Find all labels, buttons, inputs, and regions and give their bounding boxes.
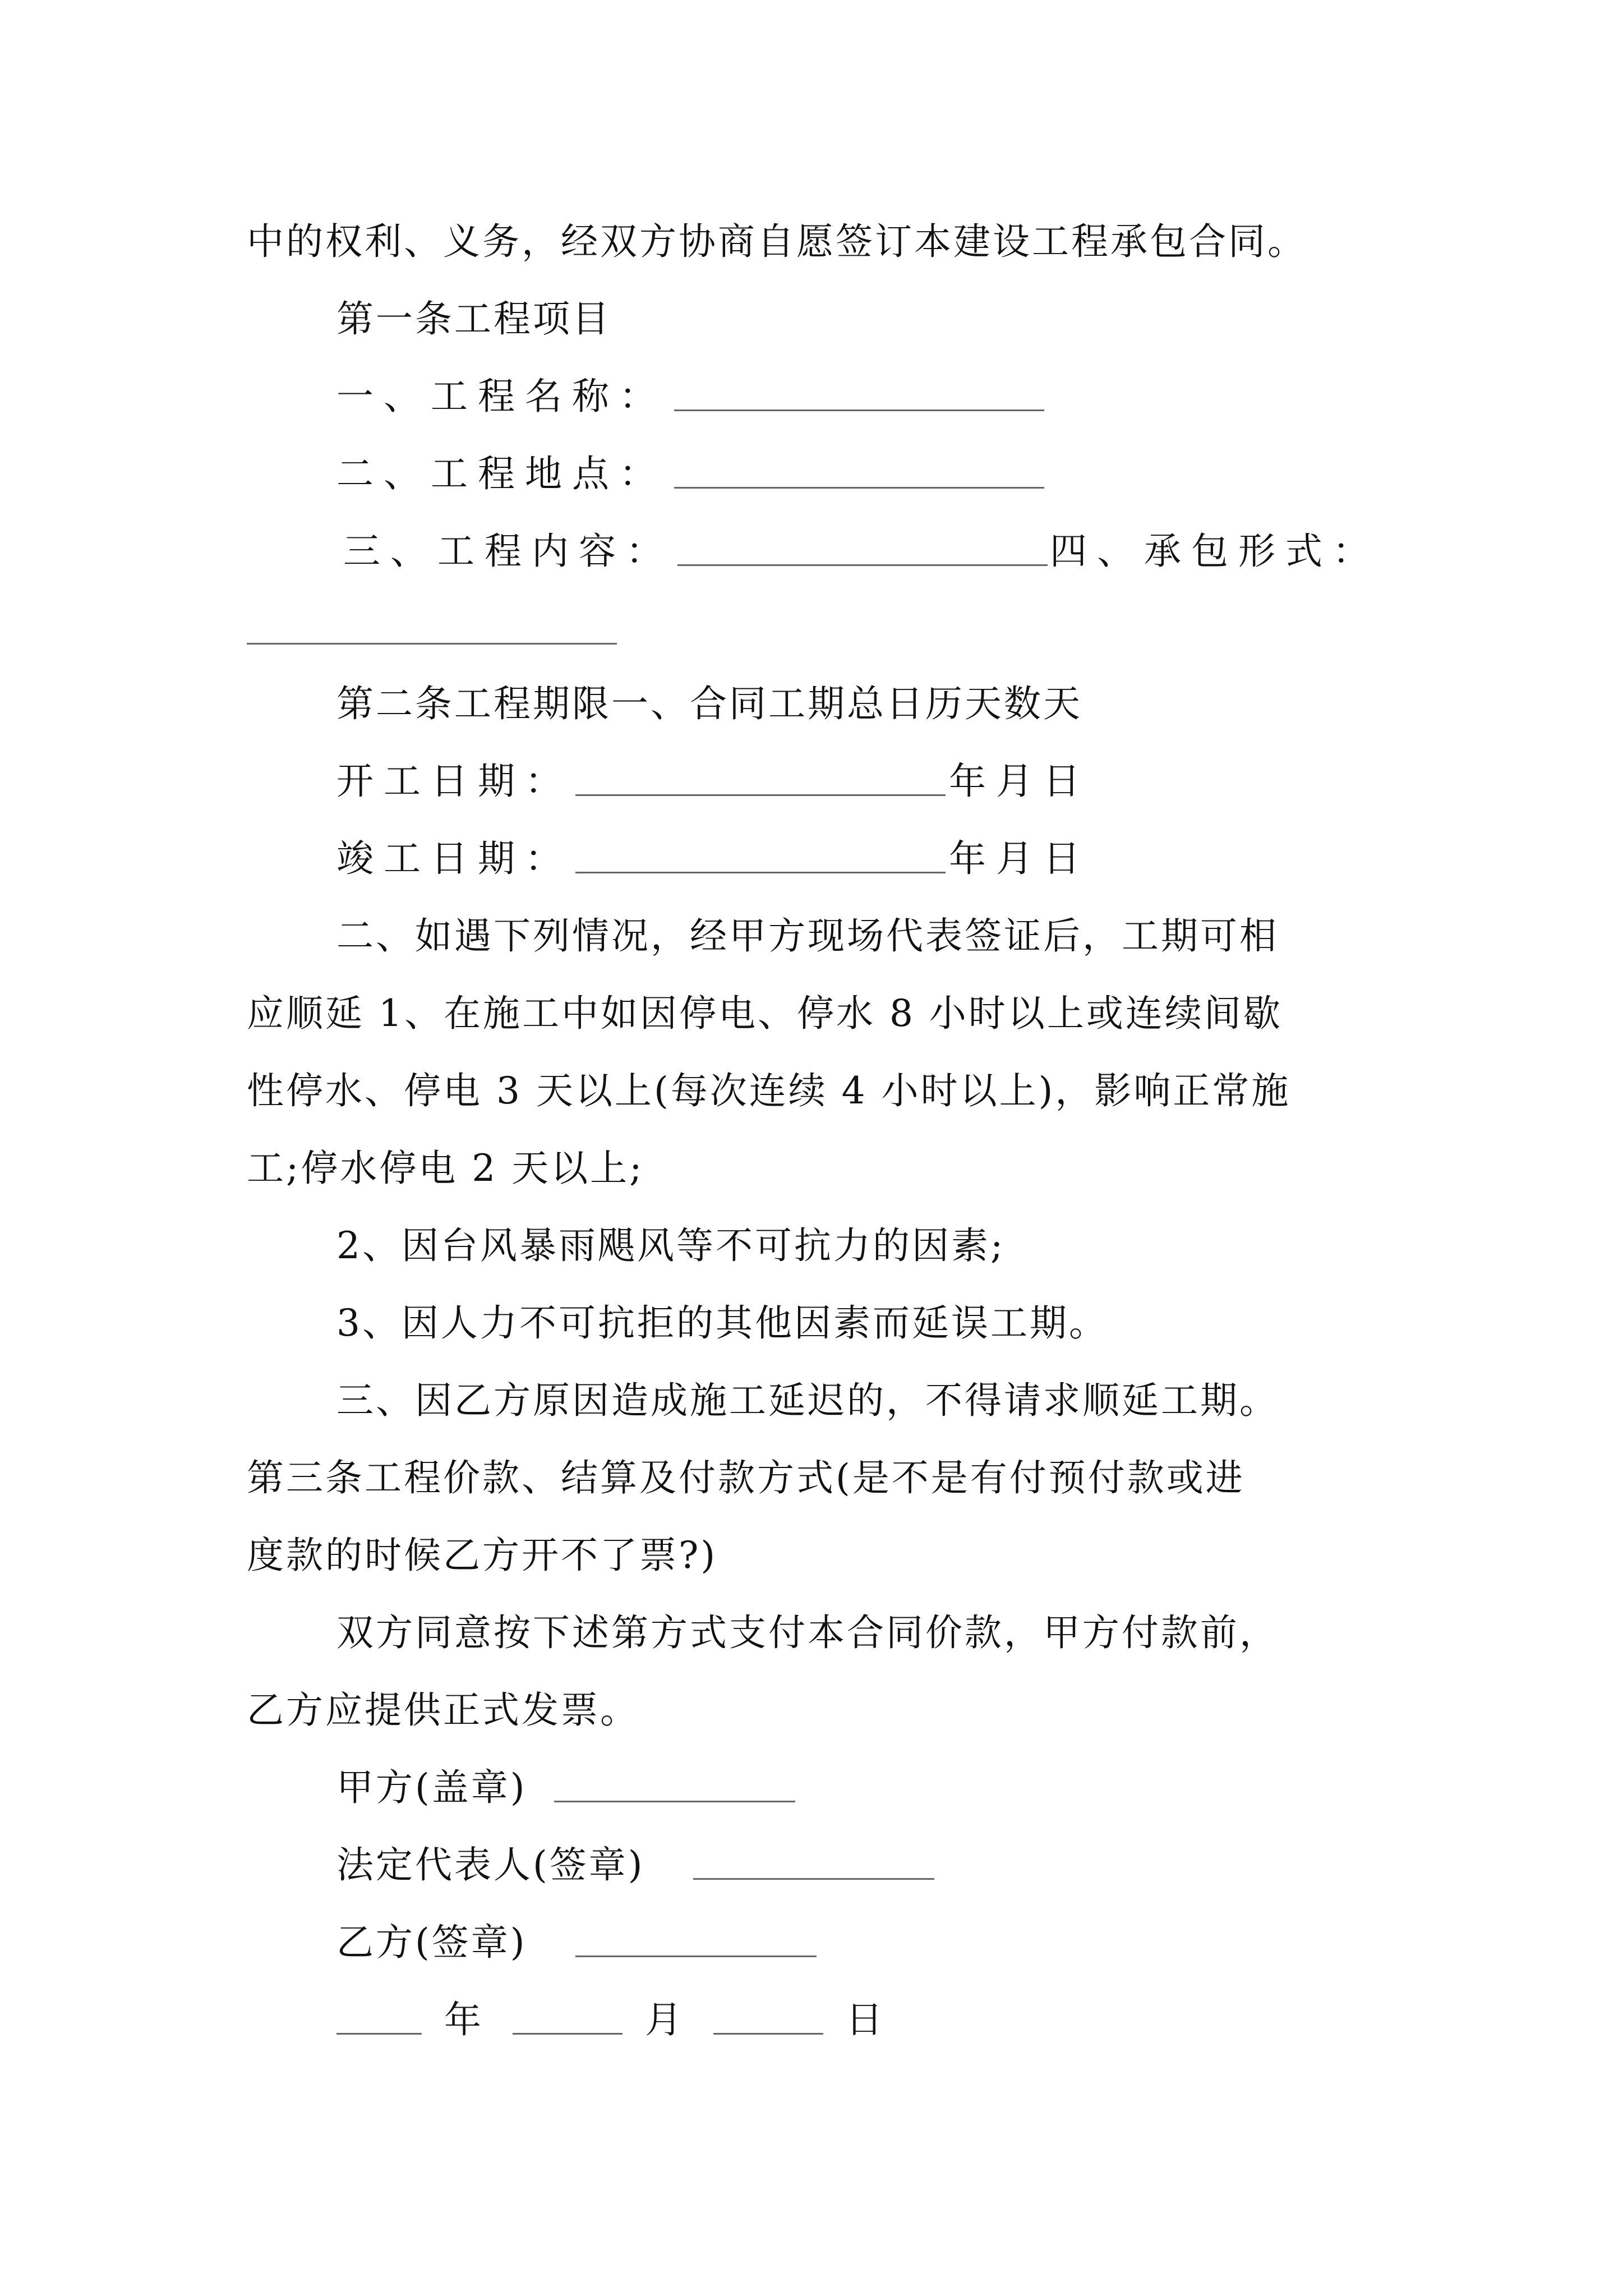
article-3-line-1: 第三条工程价款、结算及付款方式(是不是有付预付款或进 <box>247 1456 1245 1499</box>
project-name-label: 一、工程名称： <box>336 375 666 418</box>
legal-rep-row <box>336 1843 942 1887</box>
extension-line-4: 工;停水停电 2 天以上; <box>247 1147 644 1190</box>
signing-date-row <box>336 1998 885 2041</box>
extension-line-1: 二、如遇下列情况，经甲方现场代表签证后，工期可相 <box>336 914 1279 958</box>
party-a-signature-blank <box>554 1801 795 1802</box>
payment-line-2: 乙方应提供正式发票。 <box>247 1688 639 1732</box>
extension-item-2: 2、因台风暴雨飓风等不可抗力的因素; <box>336 1224 1006 1267</box>
day-blank <box>713 2033 823 2035</box>
party-b-row <box>336 1921 824 1964</box>
contract-form-blank <box>247 643 617 645</box>
payment-line-1: 双方同意按下述第方式支付本合同价款，甲方付款前， <box>336 1611 1279 1654</box>
start-date-blank <box>575 794 946 796</box>
project-location-row <box>336 452 1052 495</box>
extension-item-3: 3、因人力不可抗拒的其他因素而延误工期。 <box>336 1301 1108 1345</box>
extension-line-2: 应顺延 1、在施工中如因停电、停水 8 小时以上或连续间歇 <box>247 992 1283 1035</box>
end-date-blank <box>575 872 946 873</box>
intro-paragraph: 中的权利、义务，经双方协商自愿签订本建设工程承包合同。 <box>247 220 1307 263</box>
party-b-signature-blank <box>575 1955 817 1957</box>
project-content-blank <box>677 564 1048 566</box>
article-2-clause-3: 三、因乙方原因造成施工延迟的，不得请求顺延工期。 <box>336 1379 1279 1422</box>
article-2-title: 第二条工程期限一、合同工期总日历天数天 <box>336 682 1082 725</box>
start-date-label: 开工日期： <box>336 760 572 803</box>
month-label: 月 <box>645 1998 684 2041</box>
start-date-row <box>336 760 1090 803</box>
day-label: 日 <box>846 1998 885 2041</box>
legal-rep-label: 法定代表人(签章) <box>336 1843 645 1887</box>
project-location-label: 二、工程地点： <box>336 452 666 495</box>
project-name-row <box>336 375 1052 418</box>
year-label: 年 <box>444 1998 483 2041</box>
article-1-title: 第一条工程项目 <box>336 297 611 341</box>
end-date-row <box>336 837 1090 880</box>
article-3-line-2: 度款的时候乙方开不了票?) <box>247 1534 718 1577</box>
party-a-label: 甲方(盖章) <box>336 1766 527 1809</box>
project-name-blank <box>674 409 1044 411</box>
month-blank <box>513 2033 623 2035</box>
project-content-row <box>343 530 1380 573</box>
start-date-suffix: 年月日 <box>949 760 1090 803</box>
party-a-row <box>336 1766 803 1809</box>
end-date-label: 竣工日期： <box>336 837 572 880</box>
party-b-label: 乙方(签章) <box>336 1921 527 1964</box>
year-blank <box>336 2033 422 2035</box>
project-content-label: 三、工程内容： <box>343 530 673 573</box>
contract-form-label: 四、承包形式： <box>1050 530 1380 573</box>
extension-line-3: 性停水、停电 3 天以上(每次连续 4 小时以上)，影响正常施 <box>247 1069 1291 1112</box>
project-location-blank <box>674 487 1044 489</box>
end-date-suffix: 年月日 <box>949 837 1090 880</box>
legal-rep-signature-blank <box>693 1878 934 1880</box>
